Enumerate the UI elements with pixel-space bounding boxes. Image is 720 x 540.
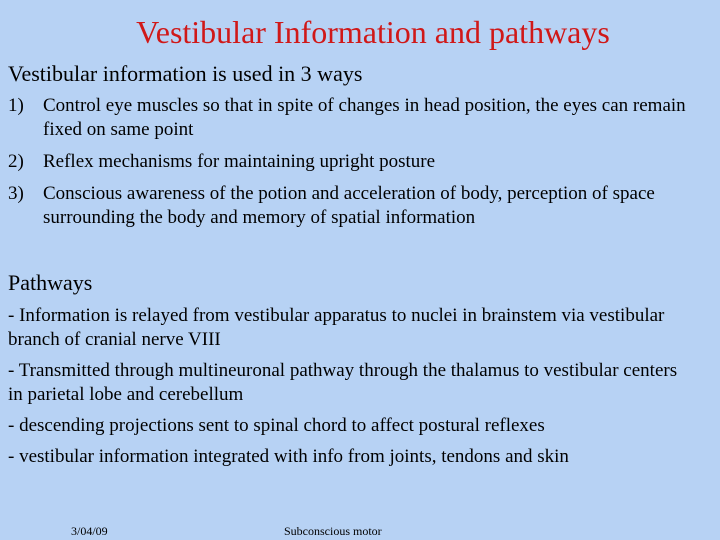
pathway-item: - Transmitted through multineuronal pathway through the thalamus to vestibular centers in parietal lobe and cerebellum [8,360,678,405]
section-heading-uses: Vestibular information is used in 3 ways [8,61,363,86]
list-item [8,94,698,142]
pathway-item: - descending projections sent to spinal chord to affect postural reflexes [8,415,545,436]
pathway-item: - vestibular information integrated with info from joints, tendons and skin [8,446,569,467]
list-item [8,150,698,174]
pathway-list [8,304,692,476]
list-number: 2) [8,151,24,172]
list-item-text: Control eye muscles so that in spite of changes in head position, the eyes can remain fixed on same point [43,95,686,140]
list-number: 1) [8,95,24,116]
section-heading-pathways: Pathways [8,270,93,295]
list-item-text: Conscious awareness of the potion and acceleration of body, perception of space surrounding the body and memory of spatial information [43,183,655,228]
list-number: 3) [8,183,24,204]
list-item-text: Reflex mechanisms for maintaining upright posture [43,151,436,172]
pathway-item: - Information is relayed from vestibular apparatus to nuclei in brainstem via vestibular branch of cranial nerve VIII [8,305,665,350]
footer-date: 3/04/09 [71,524,108,538]
footer-title: Subconscious motor [284,524,382,538]
slide-title: Vestibular Information and pathways [136,14,610,50]
numbered-list [8,94,698,238]
list-item [8,182,698,230]
